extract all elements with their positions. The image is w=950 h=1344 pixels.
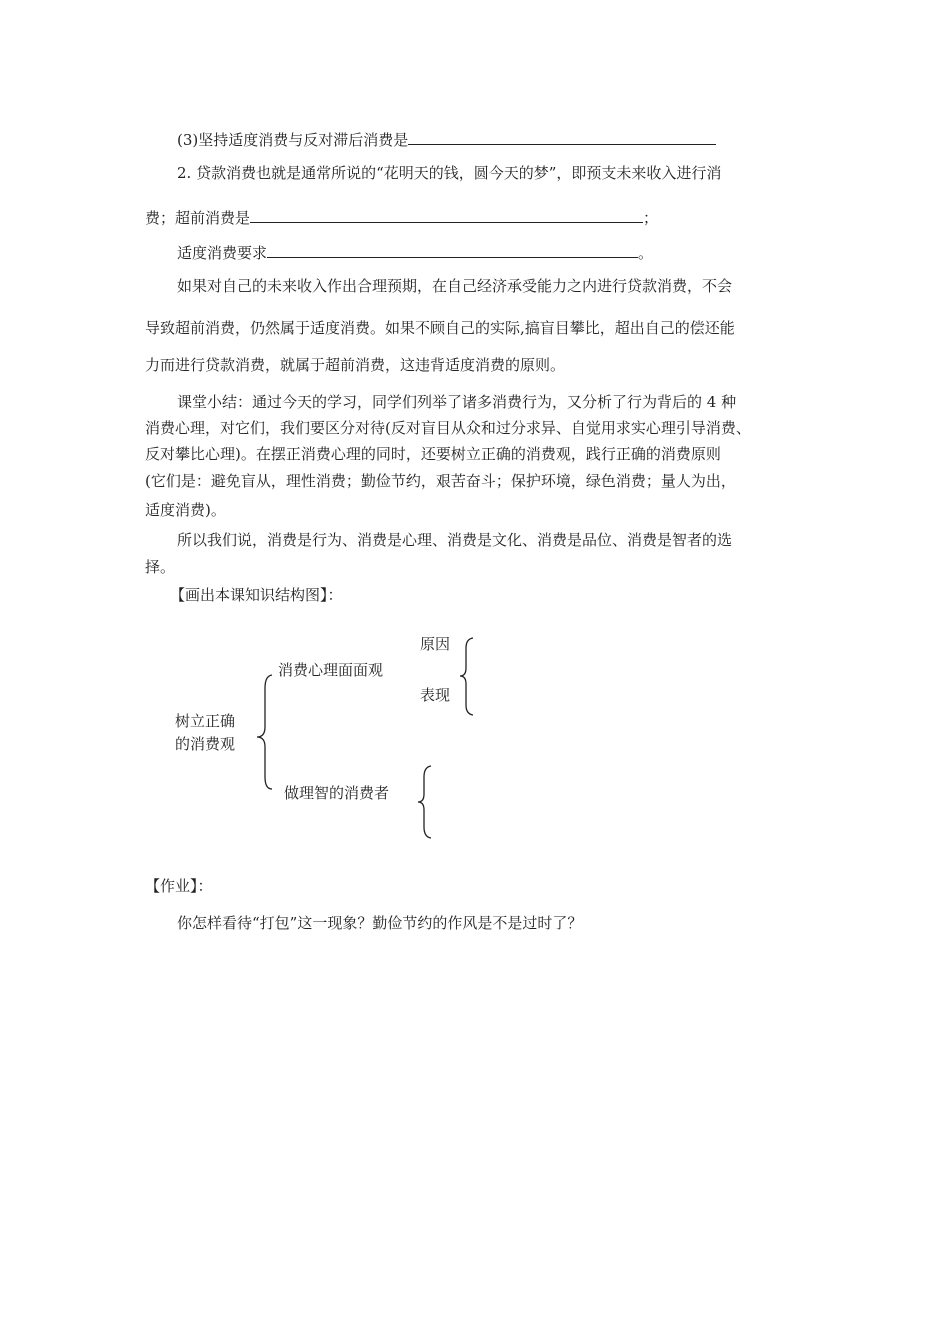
question-2-suffix: ； [643, 209, 659, 227]
explain-text: 力而进行贷款消费，就属于超前消费，这违背适度消费的原则。 [145, 356, 566, 374]
diagram-root-line-2: 的消费观 [175, 735, 236, 753]
diagram-branch-1-child-2: 表现 [420, 686, 451, 704]
brace-branch-2 [418, 766, 431, 838]
summary-text: 课堂小结：通过今天的学习，同学们列举了诸多消费行为，又分析了行为背后的 4 种 [177, 393, 737, 411]
diagram-branch-1: 消费心理面面观 [278, 661, 384, 679]
explain-text: 导致超前消费，仍然属于适度消费。如果不顾自己的实际,搞盲目攀比，超出自己的偿还能 [145, 319, 735, 337]
question-3-suffix: 。 [638, 244, 654, 262]
brace-main [257, 675, 272, 789]
diagram-branch-2: 做理智的消费者 [284, 784, 390, 802]
conclusion-text: 择。 [145, 558, 176, 576]
brace-branch-1 [460, 638, 473, 715]
question-2-text: 2. 贷款消费也就是通常所说的“花明天的钱，圆今天的梦”，即预支未来收入进行消 [177, 164, 722, 182]
diagram-root-line-1: 树立正确 [175, 712, 236, 730]
diagram-branch-1-child-1: 原因 [420, 635, 451, 653]
homework-heading-text: 【作业】： [145, 877, 213, 895]
homework-heading [145, 876, 213, 896]
summary-text: 适度消费)。 [145, 501, 226, 519]
summary-text: (它们是：避免盲从，理性消费；勤俭节约，艰苦奋斗；保护环境，绿色消费；量人为出， [145, 472, 736, 490]
homework-question-text: 你怎样看待“打包”这一现象？勤俭节约的作风是不是过时了？ [177, 914, 583, 932]
summary-text: 消费心理，对它们，我们要区分对待(反对盲目从众和过分求异、自觉用求实心理引导消费、 [145, 419, 751, 437]
conclusion-text: 所以我们说，消费是行为、消费是心理、消费是文化、消费是品位、消费是智者的选 [177, 531, 733, 549]
structure-heading-text: 【画出本课知识结构图】： [170, 586, 343, 604]
summary-text: 反对攀比心理)。在摆正消费心理的同时，还要树立正确的消费观，践行正确的消费原则 [145, 445, 721, 463]
question-3-prefix: 适度消费要求 [177, 244, 268, 262]
explain-text: 如果对自己的未来收入作出合理预期，在自己经济承受能力之内进行贷款消费，不会 [177, 277, 733, 295]
question-2-prefix: 费；超前消费是 [145, 209, 251, 227]
homework-question [177, 913, 582, 933]
question-3-text: (3)坚持适度消费与反对滞后消费是 [177, 131, 409, 149]
